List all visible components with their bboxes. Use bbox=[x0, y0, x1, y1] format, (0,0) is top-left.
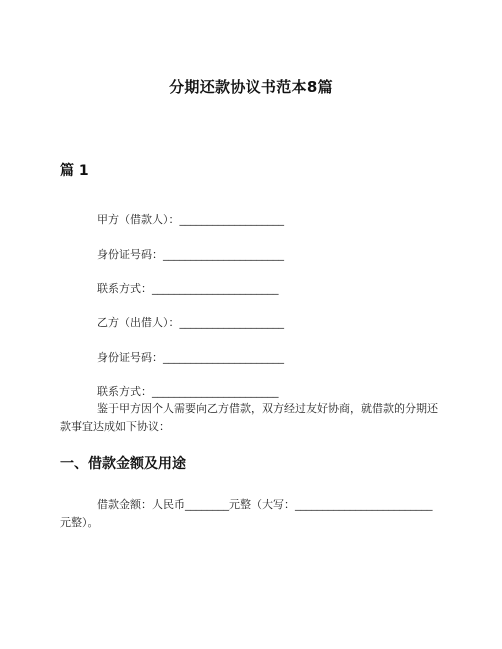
amount-text: 元整（大写： bbox=[229, 498, 295, 511]
field-blank: _______________________ bbox=[152, 282, 279, 295]
amount-blank: _________________________ bbox=[295, 498, 433, 511]
party-b-id-field bbox=[97, 349, 284, 365]
intro-paragraph: 鉴于甲方因个人需要向乙方借款，双方经过友好协商，就借款的分期还款事宜达成如下协议： bbox=[60, 402, 438, 433]
party-b-field bbox=[97, 314, 284, 330]
field-blank: ___________________ bbox=[179, 213, 284, 226]
party-a-field bbox=[97, 211, 284, 227]
field-label: 身份证号码： bbox=[97, 248, 163, 261]
party-a-contact-field bbox=[97, 280, 279, 296]
document-title: 分期还款协议书范本8篇 bbox=[169, 78, 333, 96]
field-label: 乙方（出借人）： bbox=[97, 316, 180, 329]
amount-blank: ________ bbox=[185, 498, 229, 511]
field-blank: ______________________ bbox=[163, 248, 284, 261]
party-a-id-field bbox=[97, 246, 284, 262]
field-label: 联系方式： bbox=[97, 282, 152, 295]
section-heading: 一、借款金额及用途 bbox=[60, 456, 186, 472]
amount-text: 元整）。 bbox=[60, 516, 99, 529]
field-label: 联系方式： bbox=[97, 385, 152, 398]
section-heading: 篇 1 bbox=[60, 163, 89, 179]
field-blank: ___________________ bbox=[179, 316, 284, 329]
field-blank: _______________________ bbox=[152, 385, 279, 398]
amount-paragraph bbox=[60, 496, 440, 532]
field-label: 甲方（借款人）： bbox=[97, 213, 180, 226]
party-b-contact-field bbox=[97, 383, 279, 399]
field-label: 身份证号码： bbox=[97, 351, 163, 364]
amount-text: 借款金额：人民币 bbox=[97, 498, 185, 511]
field-blank: ______________________ bbox=[163, 351, 284, 364]
